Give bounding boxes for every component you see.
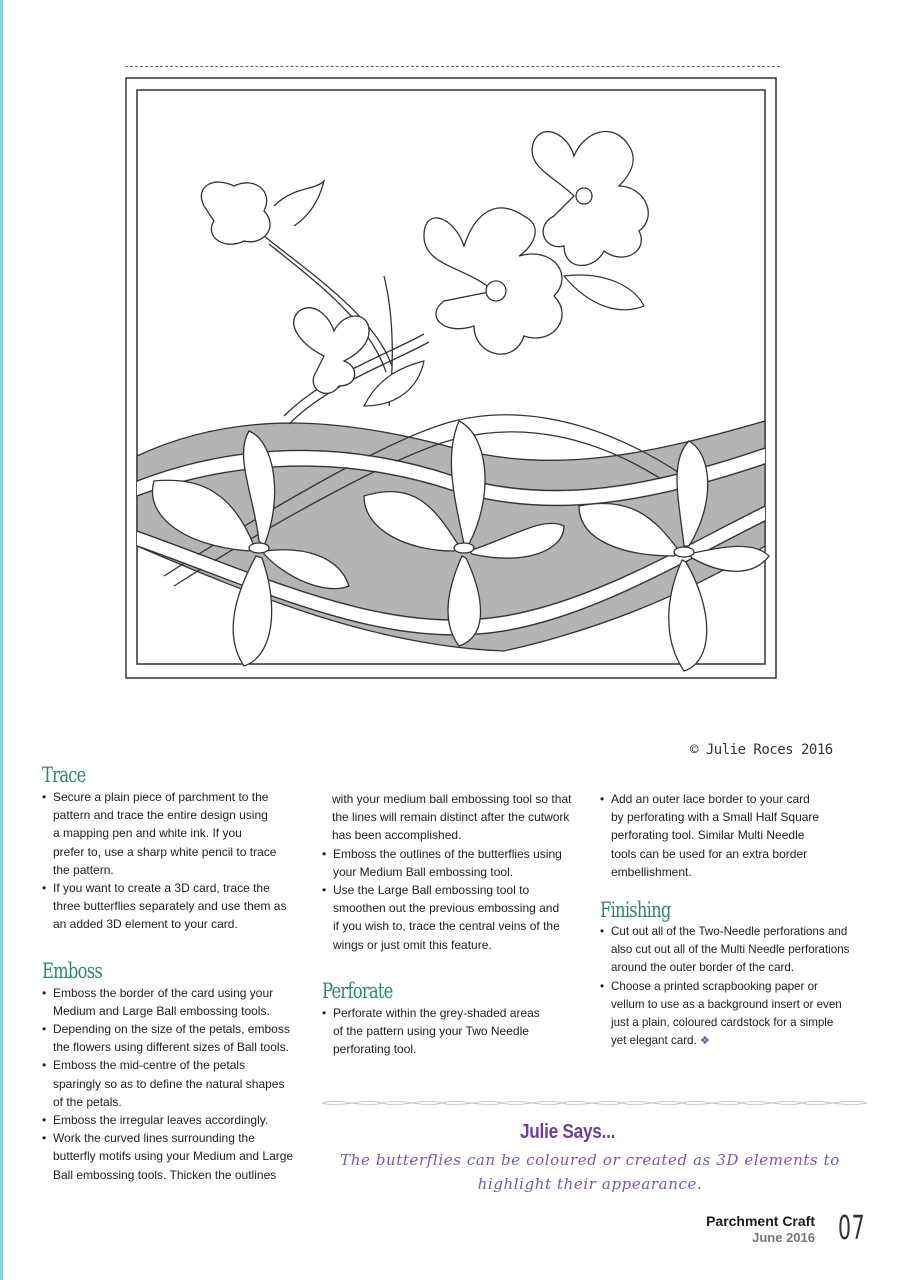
- page-number: 07: [838, 1208, 866, 1247]
- end-mark-icon: ❖: [699, 1035, 710, 1048]
- finishing-line: vellum to use as a background insert or even: [611, 997, 842, 1011]
- trace-line: a mapping pen and white ink. If you: [53, 826, 242, 841]
- julie-says-text: [330, 1148, 850, 1196]
- emboss-line: if you wish to, trace the central veins of the: [333, 919, 560, 934]
- perforate-line: • Add an outer lace border to your card: [600, 790, 875, 808]
- julie-says-title: Julie Says...: [520, 1121, 616, 1143]
- decorative-divider: [322, 1095, 867, 1111]
- heading-finishing: Finishing: [600, 898, 671, 923]
- emboss-line: sparingly so as to define the natural shapes: [53, 1076, 285, 1091]
- emboss-line: your Medium Ball embossing tool.: [333, 864, 514, 879]
- trace-line: prefer to, use a sharp white pencil to trace: [53, 844, 277, 859]
- perforate-line: • Perforate within the grey-shaded areas: [322, 1004, 592, 1022]
- emboss-line: • Emboss the outlines of the butterflies using: [322, 845, 592, 863]
- trace-line: • Secure a plain piece of parchment to the: [42, 788, 322, 806]
- perforate-line: perforating tool.: [333, 1042, 417, 1057]
- heading-emboss: Emboss: [42, 958, 102, 983]
- trace-line: an added 3D element to your card.: [53, 917, 238, 932]
- emboss-line: with your medium ball embossing tool so that: [332, 792, 572, 806]
- column-1: [42, 762, 322, 1184]
- finishing-line: also cut out all of the Multi Needle perforations: [611, 943, 850, 957]
- emboss-line: • Emboss the border of the card using your: [42, 984, 322, 1002]
- finishing-line: around the outer border of the card.: [611, 961, 795, 975]
- emboss-line: • Emboss the irregular leaves accordingly.: [42, 1111, 322, 1129]
- emboss-line: of the petals.: [53, 1094, 122, 1109]
- flower-bud: [201, 181, 324, 244]
- perforate-line: tools can be used for an extra border: [611, 846, 808, 861]
- finishing-line: just a plain, coloured cardstock for a simple: [611, 1016, 834, 1030]
- perforate-line: by perforating with a Small Half Square: [611, 810, 820, 825]
- finishing-line: yet elegant card.: [611, 1034, 697, 1048]
- emboss-line: • Work the curved lines surrounding the: [42, 1129, 322, 1147]
- magazine-title: Parchment Craft: [706, 1213, 815, 1229]
- trace-line: • If you want to create a 3D card, trace the: [42, 879, 322, 897]
- perforate-line: perforating tool. Similar Multi Needle: [611, 828, 805, 843]
- trace-line: the pattern.: [53, 862, 114, 877]
- emboss-line: Medium and Large Ball embossing tools.: [53, 1003, 270, 1018]
- emboss-line: has been accomplished.: [332, 828, 462, 843]
- heading-trace: Trace: [42, 763, 86, 787]
- emboss-line: • Emboss the mid-centre of the petals: [42, 1056, 322, 1074]
- emboss-line: butterfly motifs using your Medium and Large: [53, 1149, 294, 1164]
- trace-line: pattern and trace the entire design using: [53, 808, 268, 823]
- perforate-line: embellishment.: [611, 864, 692, 879]
- large-flower: [424, 208, 562, 354]
- finishing-line: • Choose a printed scrapbooking paper or: [600, 978, 875, 996]
- column-2: [322, 790, 592, 1058]
- emboss-line: smoothen out the previous embossing and: [333, 901, 560, 916]
- issue-date: June 2016: [752, 1230, 815, 1245]
- trace-line: three butterflies separately and use them as: [53, 899, 287, 914]
- julie-says-line-2: highlight their appearance.: [477, 1175, 703, 1193]
- julie-says-line-1: The butterflies can be coloured or created as 3D elements to: [340, 1151, 840, 1169]
- perforate-line: of the pattern using your Two Needle: [333, 1024, 529, 1039]
- emboss-line: • Depending on the size of the petals, emboss: [42, 1020, 322, 1038]
- parchment-pattern-illustration: [124, 76, 784, 691]
- top-flower: [532, 132, 648, 266]
- finishing-line: • Cut out all of the Two-Needle perforations and: [600, 923, 875, 941]
- cut-dashed-line: [125, 66, 780, 67]
- copyright-notice: © Julie Roces 2016: [690, 742, 833, 758]
- column-3: [600, 790, 875, 1050]
- heading-perforate: Perforate: [322, 978, 393, 1003]
- emboss-line: the flowers using different sizes of Ball tools.: [53, 1040, 289, 1055]
- emboss-line: the lines will remain distinct after the cutwork: [332, 810, 570, 825]
- emboss-line: Ball embossing tools. Thicken the outlines: [53, 1167, 277, 1182]
- emboss-line: • Use the Large Ball embossing tool to: [322, 881, 592, 899]
- small-flower: [294, 308, 369, 394]
- emboss-line: wings or just omit this feature.: [333, 937, 492, 952]
- page-edge-strip: [0, 0, 3, 1280]
